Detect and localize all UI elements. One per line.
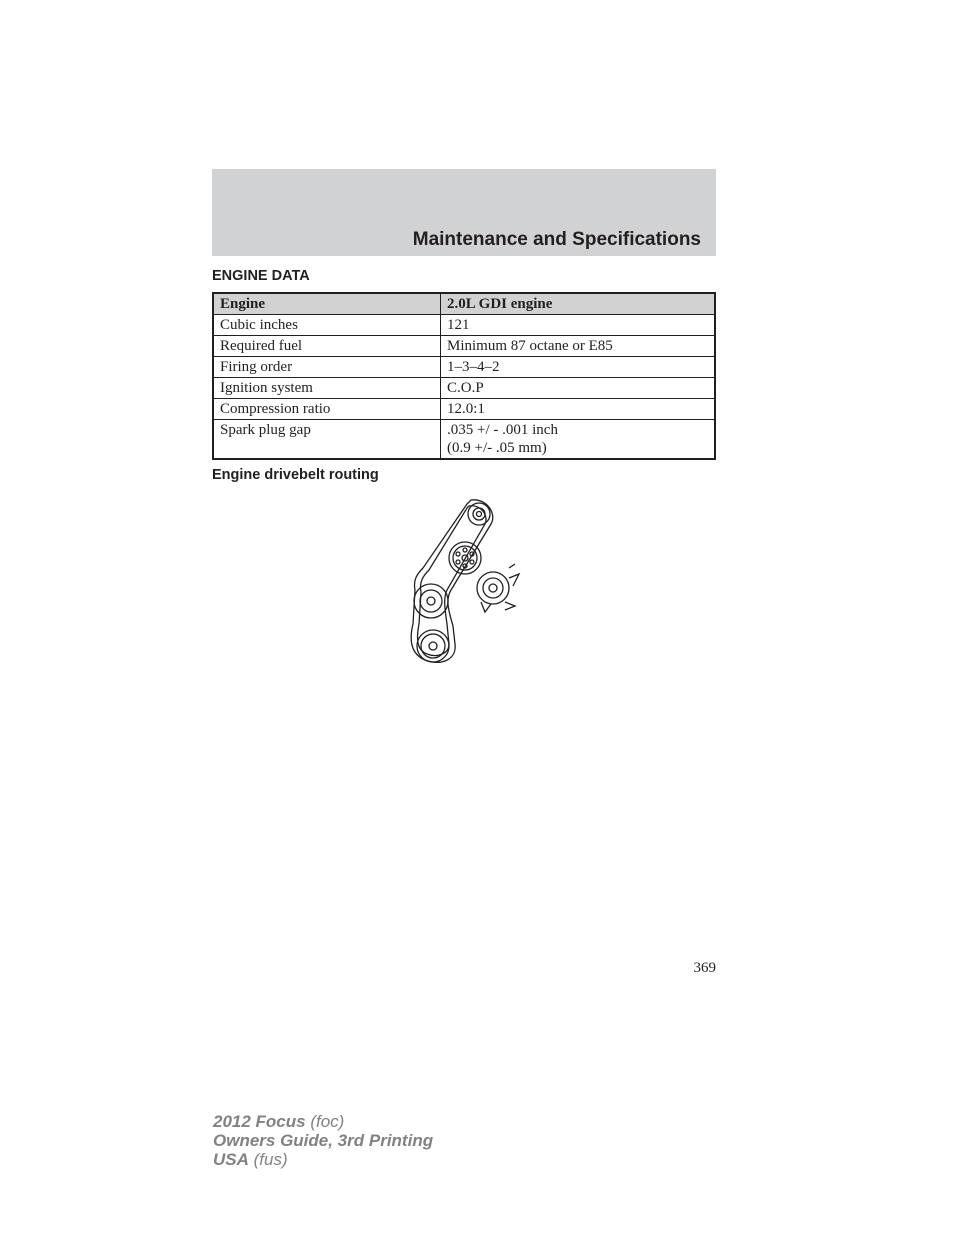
table-row [213, 420, 715, 460]
page-number: 369 [693, 960, 716, 976]
table-cell-label: Ignition system [213, 378, 441, 399]
header-band [212, 169, 716, 256]
table-row [213, 399, 715, 420]
table-header-cell: 2.0L GDI engine [441, 293, 716, 315]
footer-line-1: 2012 Focus (foc) [213, 1112, 345, 1131]
table-row [213, 357, 715, 378]
table-header-cell: Engine [213, 293, 441, 315]
table-cell-label: Required fuel [213, 336, 441, 357]
footer-line-3: USA (fus) [213, 1150, 288, 1169]
table-cell-label: Firing order [213, 357, 441, 378]
page-header-title: Maintenance and Specifications [412, 229, 701, 250]
table-cell-label: Cubic inches [213, 315, 441, 336]
table-row [213, 315, 715, 336]
table-row [213, 336, 715, 357]
table-cell-value: Minimum 87 octane or E85 [441, 336, 716, 357]
table-cell-label: Compression ratio [213, 399, 441, 420]
table-row [213, 378, 715, 399]
footer-line-2: Owners Guide, 3rd Printing [213, 1131, 434, 1150]
table-cell-value: 121 [441, 315, 716, 336]
spark-gap-inch: .035 +/ - .001 inch [447, 422, 558, 438]
drivebelt-title: Engine drivebelt routing [212, 467, 379, 483]
engine-data-table [212, 292, 716, 460]
table-cell-value: 12.0:1 [441, 399, 716, 420]
table-cell-label: Spark plug gap [213, 420, 441, 460]
drivebelt-diagram [405, 494, 525, 666]
section-title: ENGINE DATA [212, 268, 310, 284]
table-cell-value: C.O.P [441, 378, 716, 399]
table-cell-value: 1–3–4–2 [441, 357, 716, 378]
table-header-row [213, 293, 715, 315]
spark-gap-mm: (0.9 +/- .05 mm) [447, 440, 547, 456]
table-cell-value [441, 420, 716, 460]
footer [213, 1112, 433, 1169]
